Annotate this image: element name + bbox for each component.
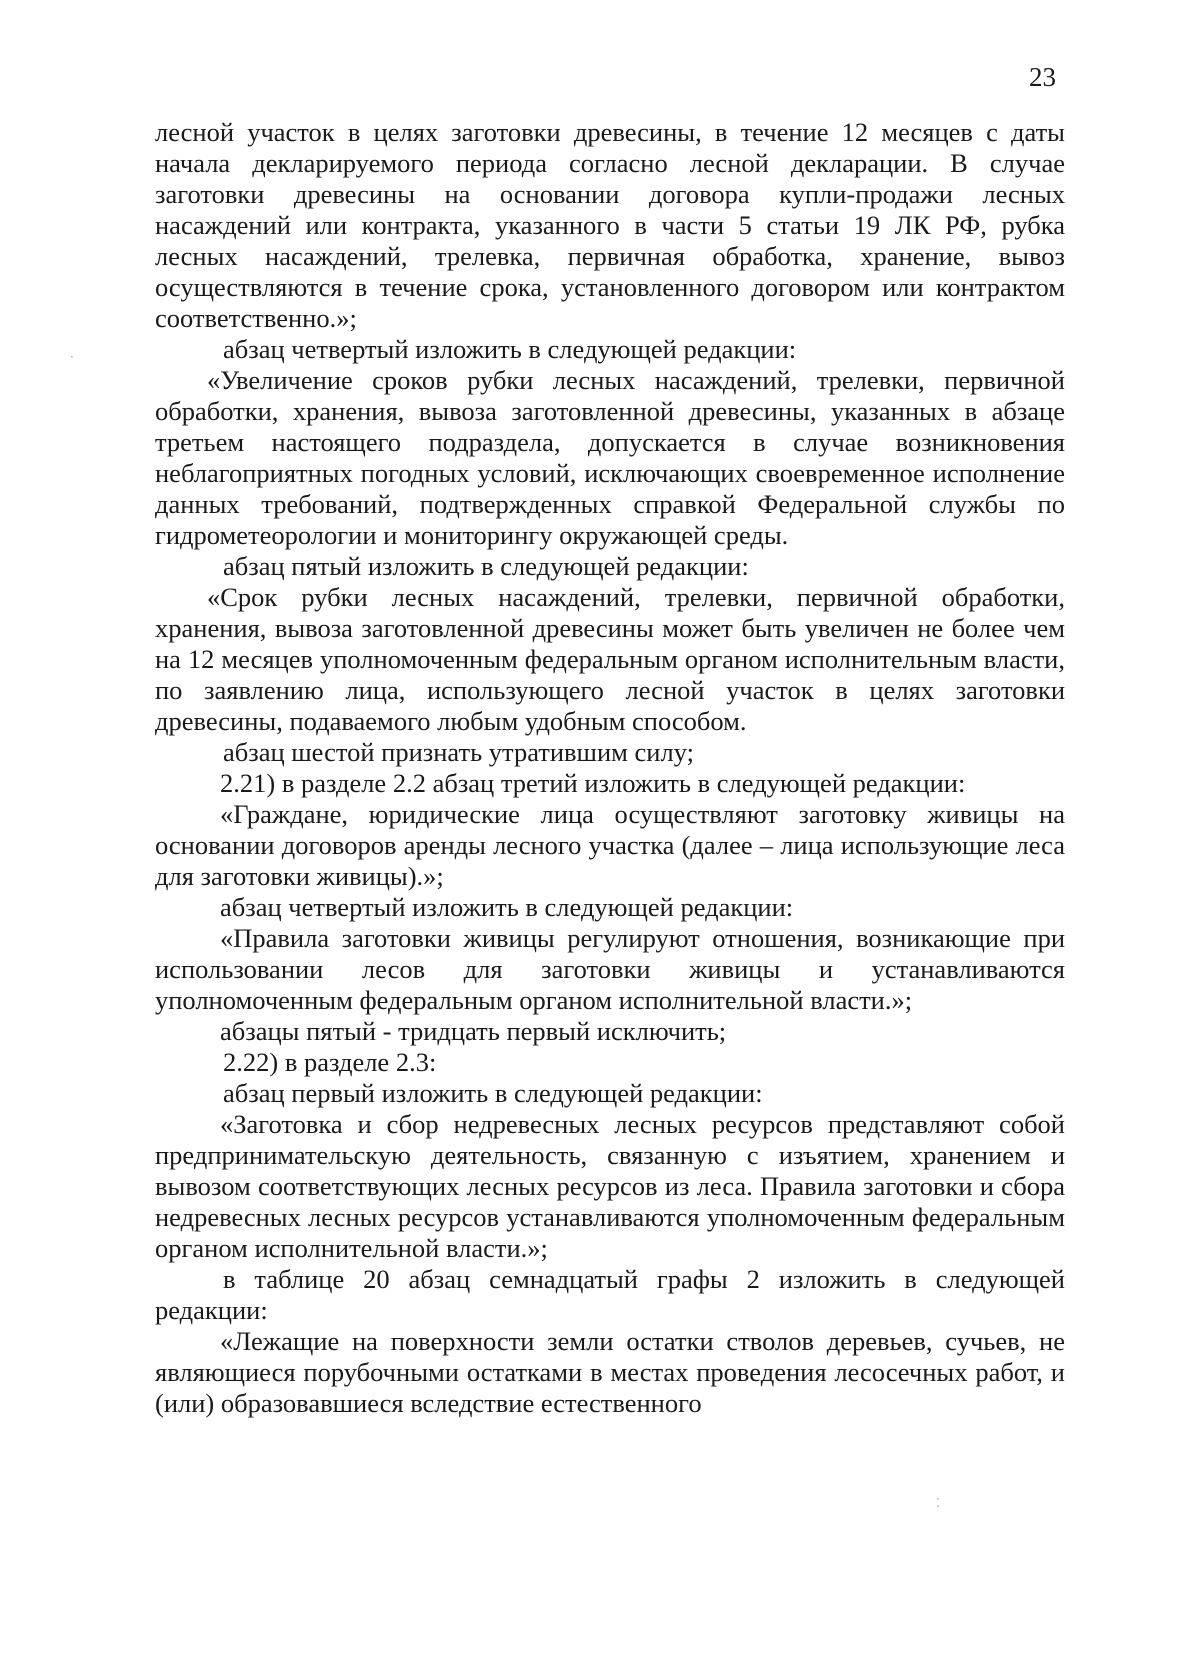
- document-body: [155, 117, 1065, 1419]
- paragraph: «Увеличение сроков рубки лесных насаждений, трелевки, первичной обработки, хранения, вывоза заготовленной древесины, указанных в абзаце третьем настоящего подраздела, допускается в случае возникновения неблагоприятных погодных условий, исключающих своевременное исполнение данных требований, подтвержденных справкой Федеральной службы по гидрометеорологии и мониторингу окружающей среды.: [155, 365, 1065, 550]
- paragraph: абзац четвертый изложить в следующей редакции:: [223, 334, 797, 364]
- scan-artifact: ·: [70, 350, 74, 364]
- paragraph: «Граждане, юридические лица осуществляют заготовку живицы на основании договоров аренды лесного участка (далее – лица использующие леса для заготовки живицы).»;: [155, 799, 1065, 891]
- paragraph: абзацы пятый - тридцать первый исключить;: [220, 1016, 727, 1046]
- paragraph: абзац пятый изложить в следующей редакции:: [223, 551, 749, 581]
- paragraph: «Лежащие на поверхности земли остатки стволов деревьев, сучьев, не являющиеся порубочными остатками в местах проведения лесосечных работ, и (или) образовавшиеся вследствие естественного: [155, 1326, 1065, 1418]
- paragraph: «Правила заготовки живицы регулируют отношения, возникающие при использовании лесов для заготовки живицы и устанавливаются уполномоченным федеральным органом исполнительной власти.»;: [155, 923, 1065, 1015]
- paragraph: 2.22) в разделе 2.3:: [223, 1047, 437, 1077]
- paragraph: «Срок рубки лесных насаждений, трелевки, первичной обработки, хранения, вывоза заготовленной древесины может быть увеличен не более чем на 12 месяцев уполномоченным федеральным органом исполнительным власти, по заявлению лица, использующего лесной участок в целях заготовки древесины, подаваемого любым удобным способом.: [155, 582, 1065, 736]
- scan-artifact: ⁚: [936, 1496, 940, 1510]
- paragraph: абзац четвертый изложить в следующей редакции:: [220, 892, 794, 922]
- paragraph: лесной участок в целях заготовки древесины, в течение 12 месяцев с даты начала декларируемого периода согласно лесной декларации. В случае заготовки древесины на основании договора купли-продажи лесных насаждений или контракта, указанного в части 5 статьи 19 ЛК РФ, рубка лесных насаждений, трелевка, первичная обработка, хранение, вывоз осуществляются в течение срока, установленного договором или контрактом соответственно.»;: [155, 117, 1065, 333]
- paragraph: «Заготовка и сбор недревесных лесных ресурсов представляют собой предпринимательскую деятельность, связанную с изъятием, хранением и вывозом соответствующих лесных ресурсов из леса. Правила заготовки и сбора недревесных лесных ресурсов устанавливаются уполномоченным федеральным органом исполнительной власти.»;: [155, 1109, 1065, 1263]
- paragraph: в таблице 20 абзац семнадцатый графы 2 изложить в следующей редакции:: [155, 1264, 1065, 1325]
- paragraph: абзац шестой признать утратившим силу;: [223, 737, 694, 767]
- paragraph: абзац первый изложить в следующей редакции:: [223, 1078, 763, 1108]
- page-number: 23: [1029, 62, 1056, 92]
- paragraph: 2.21) в разделе 2.2 абзац третий изложить в следующей редакции:: [220, 768, 966, 798]
